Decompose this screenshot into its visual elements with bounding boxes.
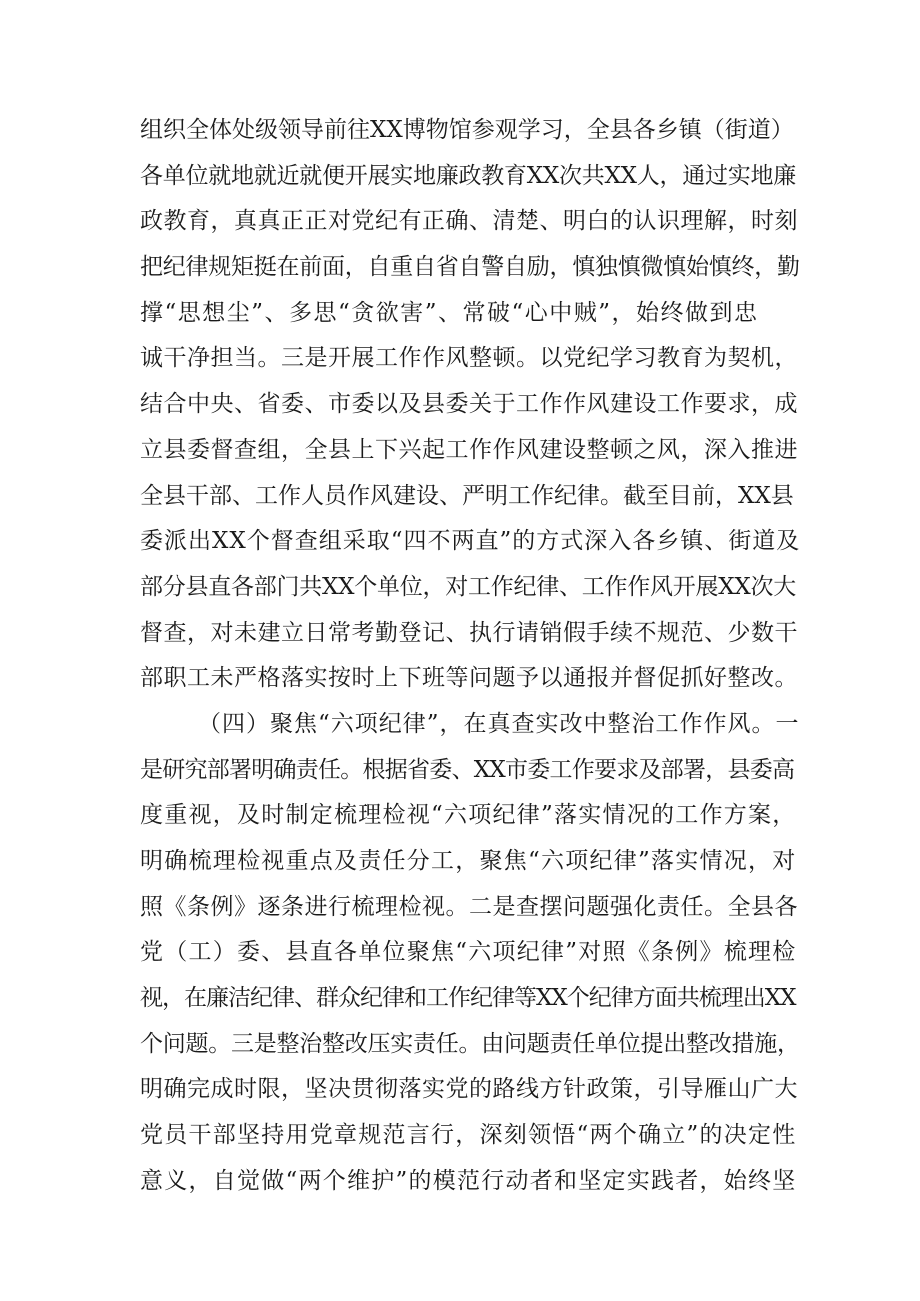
text-line: 政教育，真真正正对党纪有正确、清楚、明白的认识理解，时刻 [140,208,798,235]
text-line: 立县委督查组，全县上下兴起工作作风建设整顿之风，深入推进 [140,436,798,463]
text-line: 意义，自觉做“两个维护”的模范行动者和坚定实践者，始终坚 [140,1167,797,1194]
text-line: 组织全体处级领导前往XX博物馆参观学习，全县各乡镇（街道） [140,117,794,143]
text-line: 督查，对未建立日常考勤登记、执行请销假手续不规范、少数干 [140,619,798,646]
text-line: 委派出XX个督查组采取“四不两直”的方式深入各乡镇、街道及 [140,528,801,555]
text-line: 部分县直各部门共XX个单位，对工作纪律、工作作风开展XX次大 [140,573,796,600]
text-line: 明确梳理检视重点及责任分工，聚焦“六项纪律”落实情况，对 [140,848,797,874]
body-text [140,108,800,1205]
text-line: 度重视，及时制定梳理检视“六项纪律”落实情况的工作方案， [140,802,797,829]
text-line: 是研究部署明确责任。根据省委、XX市委工作要求及部署，县委高 [140,756,795,783]
text-line: 党（工）委、县直各单位聚焦“六项纪律”对照《条例》梳理检 [140,939,797,966]
text-line: 个问题。三是整治整改压实责任。由问题责任单位提出整改措施， [140,1030,800,1057]
text-line: 把纪律规矩挺在前面，自重自省自警自励，慎独慎微慎始慎终，勤 [140,254,800,281]
section-heading-line: （四）聚焦“六项纪律”，在真查实改中整治工作作风。一 [198,710,800,737]
text-line: 部职工未严格落实按时上下班等问题予以通报并督促抓好整改。 [140,665,798,692]
text-line: 结合中央、省委、市委以及县委关于工作作风建设工作要求，成 [140,391,798,418]
text-line: 各单位就地就近就便开展实地廉政教育XX次共XX人，通过实地廉 [140,162,796,189]
text-line: 撑“思想尘”、多思“贪欲害”、常破“心中贼”，始终做到忠 [140,299,759,326]
text-line: 全县干部、工作人员作风建设、严明工作纪律。截至目前，XX县 [140,482,794,509]
text-line: 照《条例》逐条进行梳理检视。二是查摆问题强化责任。全县各 [140,893,798,920]
text-line: 党员干部坚持用党章规范言行，深刻领悟“两个确立”的决定性 [140,1122,797,1149]
text-line: 明确完成时限，坚决贯彻落实党的路线方针政策，引导雁山广大 [140,1076,798,1103]
text-line: 视，在廉洁纪律、群众纪律和工作纪律等XX个纪律方面共梳理出XX [140,985,796,1012]
text-line: 诚干净担当。三是开展工作作风整顿。以党纪学习教育为契机， [140,345,798,372]
